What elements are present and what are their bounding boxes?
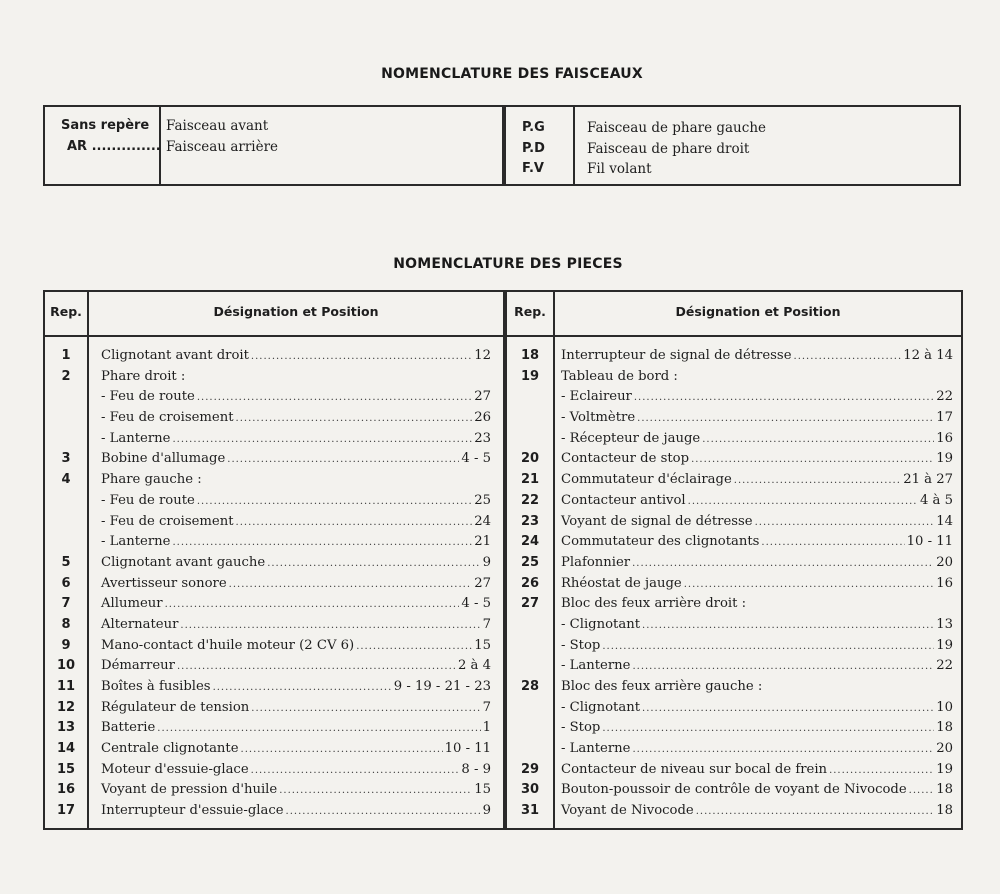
part-page-ref: 16 (936, 575, 953, 591)
part-entry (101, 512, 491, 534)
dot-leader (696, 802, 935, 823)
harness-code: Sans repère (61, 118, 150, 133)
part-page-ref: 26 (474, 410, 491, 426)
dot-leader (165, 595, 460, 616)
part-designation: - Feu de route (101, 389, 195, 405)
parts-row (45, 656, 501, 677)
part-designation: Mano-contact d'huile moteur (2 CV 6) (101, 637, 355, 653)
part-designation: - Feu de croisement (101, 513, 234, 529)
harness-code: AR .............. (67, 139, 161, 154)
dot-leader (684, 575, 935, 596)
part-rep-number: 27 (520, 596, 540, 612)
part-designation: Allumeur (101, 596, 163, 612)
part-page-ref: 19 (936, 761, 953, 777)
part-rep-number: 21 (520, 472, 540, 488)
parts-row (45, 491, 501, 512)
parts-section-title: NOMENCLATURE DES PIECES (393, 256, 623, 272)
part-entry (101, 698, 491, 720)
part-page-ref: 23 (474, 430, 491, 446)
part-designation: - Lanterne (101, 534, 171, 550)
parts-row (507, 387, 961, 408)
parts-row (507, 698, 961, 719)
part-page-ref: 18 (936, 803, 953, 819)
part-rep-number: 20 (520, 451, 540, 467)
parts-row (45, 408, 501, 429)
part-rep-number: 13 (56, 720, 76, 736)
dot-leader (637, 409, 934, 430)
part-entry (101, 470, 491, 491)
part-page-ref: 12 (474, 348, 491, 363)
dot-leader (829, 761, 934, 782)
parts-row (507, 636, 961, 657)
part-rep-number: 28 (520, 679, 540, 694)
part-rep-number: 18 (520, 348, 540, 363)
part-rep-number: 11 (56, 679, 76, 694)
dot-leader (632, 554, 934, 575)
parts-row (507, 491, 961, 512)
parts-row (45, 346, 501, 367)
part-page-ref: 15 (474, 782, 491, 798)
part-page-ref: 1 (482, 720, 491, 736)
part-entry (101, 656, 491, 678)
part-designation: Contacteur de niveau sur bocal de frein (561, 761, 828, 777)
part-rep-number: 9 (61, 637, 71, 653)
part-entry (561, 512, 953, 534)
part-designation: Centrale clignotante (101, 741, 239, 757)
parts-row (507, 801, 961, 822)
dot-leader (229, 575, 473, 596)
part-designation: Contacteur de stop (561, 451, 690, 467)
part-rep-number: 31 (520, 803, 540, 819)
harness-label: Faisceau de phare droit (587, 141, 750, 157)
header-designation-left: Désignation et Position (213, 304, 379, 319)
parts-row (45, 698, 501, 719)
dot-leader (794, 347, 902, 368)
dot-leader (180, 616, 480, 637)
parts-row (507, 429, 961, 450)
part-rep-number: 19 (520, 368, 540, 384)
part-entry (561, 698, 953, 720)
dot-leader (755, 513, 935, 534)
part-page-ref: 4 à 5 (919, 492, 953, 508)
parts-row (507, 553, 961, 574)
part-page-ref: 4 - 5 (461, 451, 491, 467)
part-page-ref: 7 (482, 616, 491, 632)
part-designation: Régulateur de tension (101, 699, 250, 715)
part-page-ref: 21 à 27 (903, 472, 953, 488)
dot-leader (251, 699, 480, 720)
dot-leader (227, 450, 459, 471)
parts-row (45, 718, 501, 739)
part-page-ref: 15 (474, 637, 491, 653)
dot-leader (236, 409, 473, 430)
parts-row (507, 574, 961, 595)
dot-leader (691, 450, 934, 471)
parts-row (507, 677, 961, 698)
parts-row (45, 780, 501, 801)
dot-leader (761, 533, 904, 554)
part-page-ref: 9 - 19 - 21 - 23 (393, 679, 491, 694)
parts-row (45, 512, 501, 533)
parts-row (507, 346, 961, 367)
part-rep-number: 1 (61, 348, 71, 363)
part-entry (561, 429, 953, 451)
part-rep-number: 30 (520, 782, 540, 798)
part-entry (101, 429, 491, 451)
dot-leader (279, 781, 472, 802)
dot-leader (634, 388, 934, 409)
part-entry (561, 636, 953, 658)
part-page-ref: 13 (936, 616, 953, 632)
part-rep-number: 2 (61, 368, 71, 384)
part-page-ref: 25 (474, 492, 491, 508)
part-designation: Commutateur des clignotants (561, 534, 760, 550)
part-designation: Rhéostat de jauge (561, 575, 682, 591)
harness-label: Faisceau arrière (166, 139, 279, 155)
harness-code: P.D (522, 141, 545, 156)
dot-leader (642, 616, 934, 637)
part-designation: Avertisseur sonore (101, 575, 227, 591)
part-page-ref: 20 (936, 554, 953, 570)
parts-row (45, 801, 501, 822)
part-designation: - Voltmètre (561, 410, 636, 426)
part-rep-number: 6 (61, 575, 71, 591)
parts-row (507, 470, 961, 491)
part-rep-number: 7 (61, 596, 71, 612)
part-designation: Tableau de bord : (561, 368, 678, 384)
part-rep-number: 17 (56, 803, 76, 819)
parts-row (507, 760, 961, 781)
parts-row (507, 615, 961, 636)
part-rep-number: 8 (61, 616, 71, 632)
part-rep-number: 15 (56, 761, 76, 777)
part-entry (561, 760, 953, 782)
part-rep-number: 23 (520, 513, 540, 529)
part-designation: Bloc des feux arrière droit : (561, 596, 747, 612)
harness-section-title: NOMENCLATURE DES FAISCEAUX (381, 66, 643, 82)
part-page-ref: 10 - 11 (906, 534, 953, 550)
parts-row (45, 636, 501, 657)
parts-row (507, 656, 961, 677)
parts-row (507, 532, 961, 553)
dot-leader (172, 533, 472, 554)
part-designation: Commutateur d'éclairage (561, 472, 732, 488)
part-entry (561, 615, 953, 637)
part-entry (101, 801, 491, 823)
dot-leader (602, 637, 934, 658)
header-rep-right: Rep. (514, 304, 546, 319)
part-entry (101, 718, 491, 740)
part-entry (101, 677, 491, 699)
dot-leader (632, 740, 934, 761)
part-entry (561, 656, 953, 678)
part-rep-number: 29 (520, 761, 540, 777)
part-designation: - Stop (561, 720, 601, 736)
part-designation: Interrupteur d'essuie-glace (101, 803, 284, 819)
part-entry (101, 553, 491, 575)
part-designation: Bouton-poussoir de contrôle de voyant de Nivocode (561, 782, 907, 798)
part-page-ref: 12 à 14 (903, 348, 953, 363)
dot-leader (702, 430, 934, 451)
parts-row (507, 739, 961, 760)
part-entry (561, 574, 953, 596)
harness-label: Faisceau de phare gauche (587, 120, 767, 136)
part-page-ref: 18 (936, 720, 953, 736)
part-designation: Phare droit : (101, 368, 186, 384)
dot-leader (642, 699, 934, 720)
harness-code: F.V (522, 161, 544, 176)
column-divider (502, 107, 506, 184)
part-entry (561, 470, 953, 492)
part-designation: Boîtes à fusibles (101, 679, 211, 694)
parts-table (43, 290, 963, 830)
parts-row (507, 512, 961, 533)
part-designation: Clignotant avant gauche (101, 554, 266, 570)
dot-leader (251, 347, 472, 368)
dot-leader (172, 430, 472, 451)
header-divider (45, 335, 961, 337)
part-designation: - Eclaireur (561, 389, 632, 405)
part-entry (101, 636, 491, 658)
part-rep-number: 24 (520, 534, 540, 550)
part-page-ref: 9 (482, 554, 491, 570)
part-entry (101, 780, 491, 802)
part-entry (561, 553, 953, 575)
part-rep-number: 10 (56, 658, 76, 674)
part-rep-number: 4 (61, 472, 71, 488)
part-designation: - Lanterne (561, 658, 631, 674)
part-entry (101, 574, 491, 596)
parts-row (45, 429, 501, 450)
harness-label: Fil volant (587, 161, 652, 177)
part-page-ref: 10 - 11 (444, 741, 491, 757)
part-entry (561, 387, 953, 409)
part-entry (101, 760, 491, 782)
part-entry (101, 594, 491, 616)
part-designation: - Récepteur de jauge (561, 430, 701, 446)
part-page-ref: 8 - 9 (461, 761, 491, 777)
header-rep-left: Rep. (50, 304, 82, 319)
part-page-ref: 17 (936, 410, 953, 426)
dot-leader (213, 678, 392, 699)
dot-leader (602, 719, 934, 740)
part-designation: Alternateur (101, 616, 179, 632)
part-designation: - Clignotant (561, 699, 641, 715)
part-designation: Batterie (101, 720, 156, 736)
part-page-ref: 22 (936, 658, 953, 674)
dot-leader (197, 492, 472, 513)
parts-row (507, 718, 961, 739)
part-designation: Phare gauche : (101, 472, 202, 488)
dot-leader (909, 781, 935, 802)
part-entry (101, 449, 491, 471)
part-designation: - Lanterne (561, 741, 631, 757)
parts-row (45, 470, 501, 491)
part-rep-number: 16 (56, 782, 76, 798)
part-entry (561, 780, 953, 802)
part-entry (561, 367, 953, 388)
parts-row (507, 449, 961, 470)
part-designation: Moteur d'essuie-glace (101, 761, 249, 777)
part-page-ref: 20 (936, 741, 953, 757)
part-page-ref: 19 (936, 451, 953, 467)
part-page-ref: 22 (936, 389, 953, 405)
part-page-ref: 7 (482, 699, 491, 715)
part-entry (561, 449, 953, 471)
parts-row (45, 760, 501, 781)
dot-leader (688, 492, 918, 513)
part-designation: - Feu de route (101, 492, 195, 508)
part-designation: Démarreur (101, 658, 175, 674)
part-entry (561, 718, 953, 740)
part-page-ref: 24 (474, 513, 491, 529)
dot-leader (734, 471, 901, 492)
dot-leader (236, 513, 473, 534)
parts-row (507, 367, 961, 388)
part-page-ref: 2 à 4 (457, 658, 491, 674)
dot-leader (251, 761, 460, 782)
part-entry (561, 677, 953, 698)
part-entry (101, 739, 491, 761)
part-rep-number: 25 (520, 554, 540, 570)
part-rep-number: 26 (520, 575, 540, 591)
dot-leader (197, 388, 472, 409)
part-entry (561, 346, 953, 368)
parts-row (507, 408, 961, 429)
parts-row (45, 367, 501, 388)
part-entry (101, 367, 491, 388)
part-page-ref: 18 (936, 782, 953, 798)
part-designation: Interrupteur de signal de détresse (561, 348, 792, 363)
parts-row (45, 449, 501, 470)
part-entry (561, 801, 953, 823)
part-rep-number: 3 (61, 451, 71, 467)
part-designation: Clignotant avant droit (101, 348, 249, 363)
parts-row (507, 780, 961, 801)
dot-leader (241, 740, 443, 761)
part-entry (561, 408, 953, 430)
column-divider (573, 107, 575, 184)
part-entry (101, 387, 491, 409)
harness-table (43, 105, 961, 186)
parts-row (45, 615, 501, 636)
parts-row (45, 553, 501, 574)
part-designation: - Lanterne (101, 430, 171, 446)
parts-row (507, 594, 961, 615)
parts-list-left (45, 346, 501, 822)
parts-list-right (507, 346, 961, 822)
part-page-ref: 16 (936, 430, 953, 446)
part-rep-number: 5 (61, 554, 71, 570)
harness-label: Faisceau avant (166, 118, 269, 134)
part-page-ref: 21 (474, 534, 491, 550)
dot-leader (632, 657, 934, 678)
part-designation: - Clignotant (561, 616, 641, 632)
part-rep-number: 12 (56, 699, 76, 715)
part-page-ref: 19 (936, 637, 953, 653)
parts-row (45, 594, 501, 615)
part-entry (561, 532, 953, 554)
harness-code: P.G (522, 120, 545, 135)
parts-row (45, 387, 501, 408)
dot-leader (267, 554, 480, 575)
dot-leader (286, 802, 481, 823)
part-page-ref: 9 (482, 803, 491, 819)
part-entry (101, 491, 491, 513)
part-entry (101, 346, 491, 368)
parts-row (45, 739, 501, 760)
part-entry (561, 491, 953, 513)
part-entry (561, 739, 953, 761)
part-page-ref: 27 (474, 389, 491, 405)
part-designation: Plafonnier (561, 554, 631, 570)
part-entry (101, 615, 491, 637)
part-page-ref: 10 (936, 699, 953, 715)
part-page-ref: 4 - 5 (461, 596, 491, 612)
dot-leader (356, 637, 472, 658)
part-entry (561, 594, 953, 615)
part-entry (101, 408, 491, 430)
part-designation: - Feu de croisement (101, 410, 234, 426)
dot-leader (157, 719, 480, 740)
part-page-ref: 14 (936, 513, 953, 529)
part-rep-number: 14 (56, 741, 76, 757)
parts-row (45, 532, 501, 553)
part-entry (101, 532, 491, 554)
parts-row (45, 677, 501, 698)
part-designation: Voyant de Nivocode (561, 803, 694, 819)
parts-row (45, 574, 501, 595)
header-designation-right: Désignation et Position (675, 304, 841, 319)
part-designation: Voyant de pression d'huile (101, 782, 278, 798)
part-designation: - Stop (561, 637, 601, 653)
part-designation: Voyant de signal de détresse (561, 513, 753, 529)
part-rep-number: 22 (520, 492, 540, 508)
part-designation: Bobine d'allumage (101, 451, 226, 467)
part-designation: Contacteur antivol (561, 492, 686, 508)
part-page-ref: 27 (474, 575, 491, 591)
dot-leader (177, 657, 456, 678)
part-designation: Bloc des feux arrière gauche : (561, 679, 763, 694)
